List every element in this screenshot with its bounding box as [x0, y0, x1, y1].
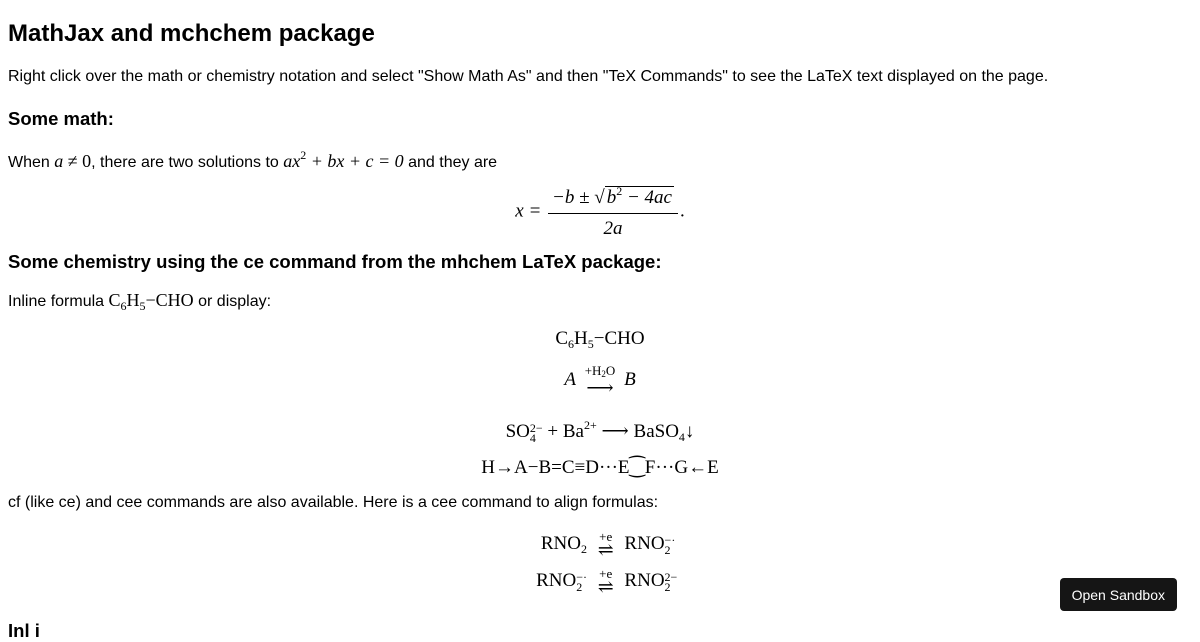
reaction-arrow-equation: A $+H_2O$ ⟶ B [564, 363, 636, 399]
quadratic-suffix: and they are [408, 154, 498, 171]
condition-math: a ≠ 0 [54, 151, 92, 171]
precipitation-equation: SO 2− 4 + $Ba^{2+}$ ⟶ BaSO$_4$↓ [505, 418, 695, 445]
math-section-title: Some math: [8, 108, 114, 129]
bond-types: H→A−B=C≡D···E⁐F···G←E [481, 457, 719, 478]
aligned-row-2: RNO −· 2 +e ⇌ RNO 2− 2 [536, 566, 678, 598]
quadratic-prefix: When [8, 154, 50, 171]
quadratic-intro [8, 148, 497, 172]
chem-section-title: Some chemistry using the ce command from the mhchem LaTeX package: [8, 251, 662, 272]
quadratic-formula: x = $\frac{-b \pm √ b^2 - 4ac}{2a}$ . [515, 184, 685, 239]
display-formula: $C_6H_5-CHO$ [555, 328, 645, 351]
inline-formula: $C_6H_5-CHO$ [108, 290, 194, 313]
inline-formula-line: Inline formula $C_6H_5-CHO$ or display: [8, 290, 272, 313]
intro-paragraph: Right click over the math or chemistry notation and select "Show Math As" and then "TeX Commands" to see the LaTeX text displayed on the page. [8, 68, 1049, 85]
cee-description: cf (like ce) and cee commands are also available. Here is a cee command to align formulas: [8, 494, 659, 511]
quadratic-equation: $ax^2$ + bx + c = 0 [283, 148, 404, 171]
open-sandbox-button[interactable]: Open Sandbox [1060, 578, 1177, 611]
page-title: MathJax and mchchem package [8, 20, 375, 47]
cut-off-heading: Inl i [8, 620, 40, 641]
quadratic-mid: , there are two solutions to [91, 154, 279, 171]
aligned-row-1: $RNO_2$ +e ⇌ RNO −· 2 [540, 529, 676, 561]
